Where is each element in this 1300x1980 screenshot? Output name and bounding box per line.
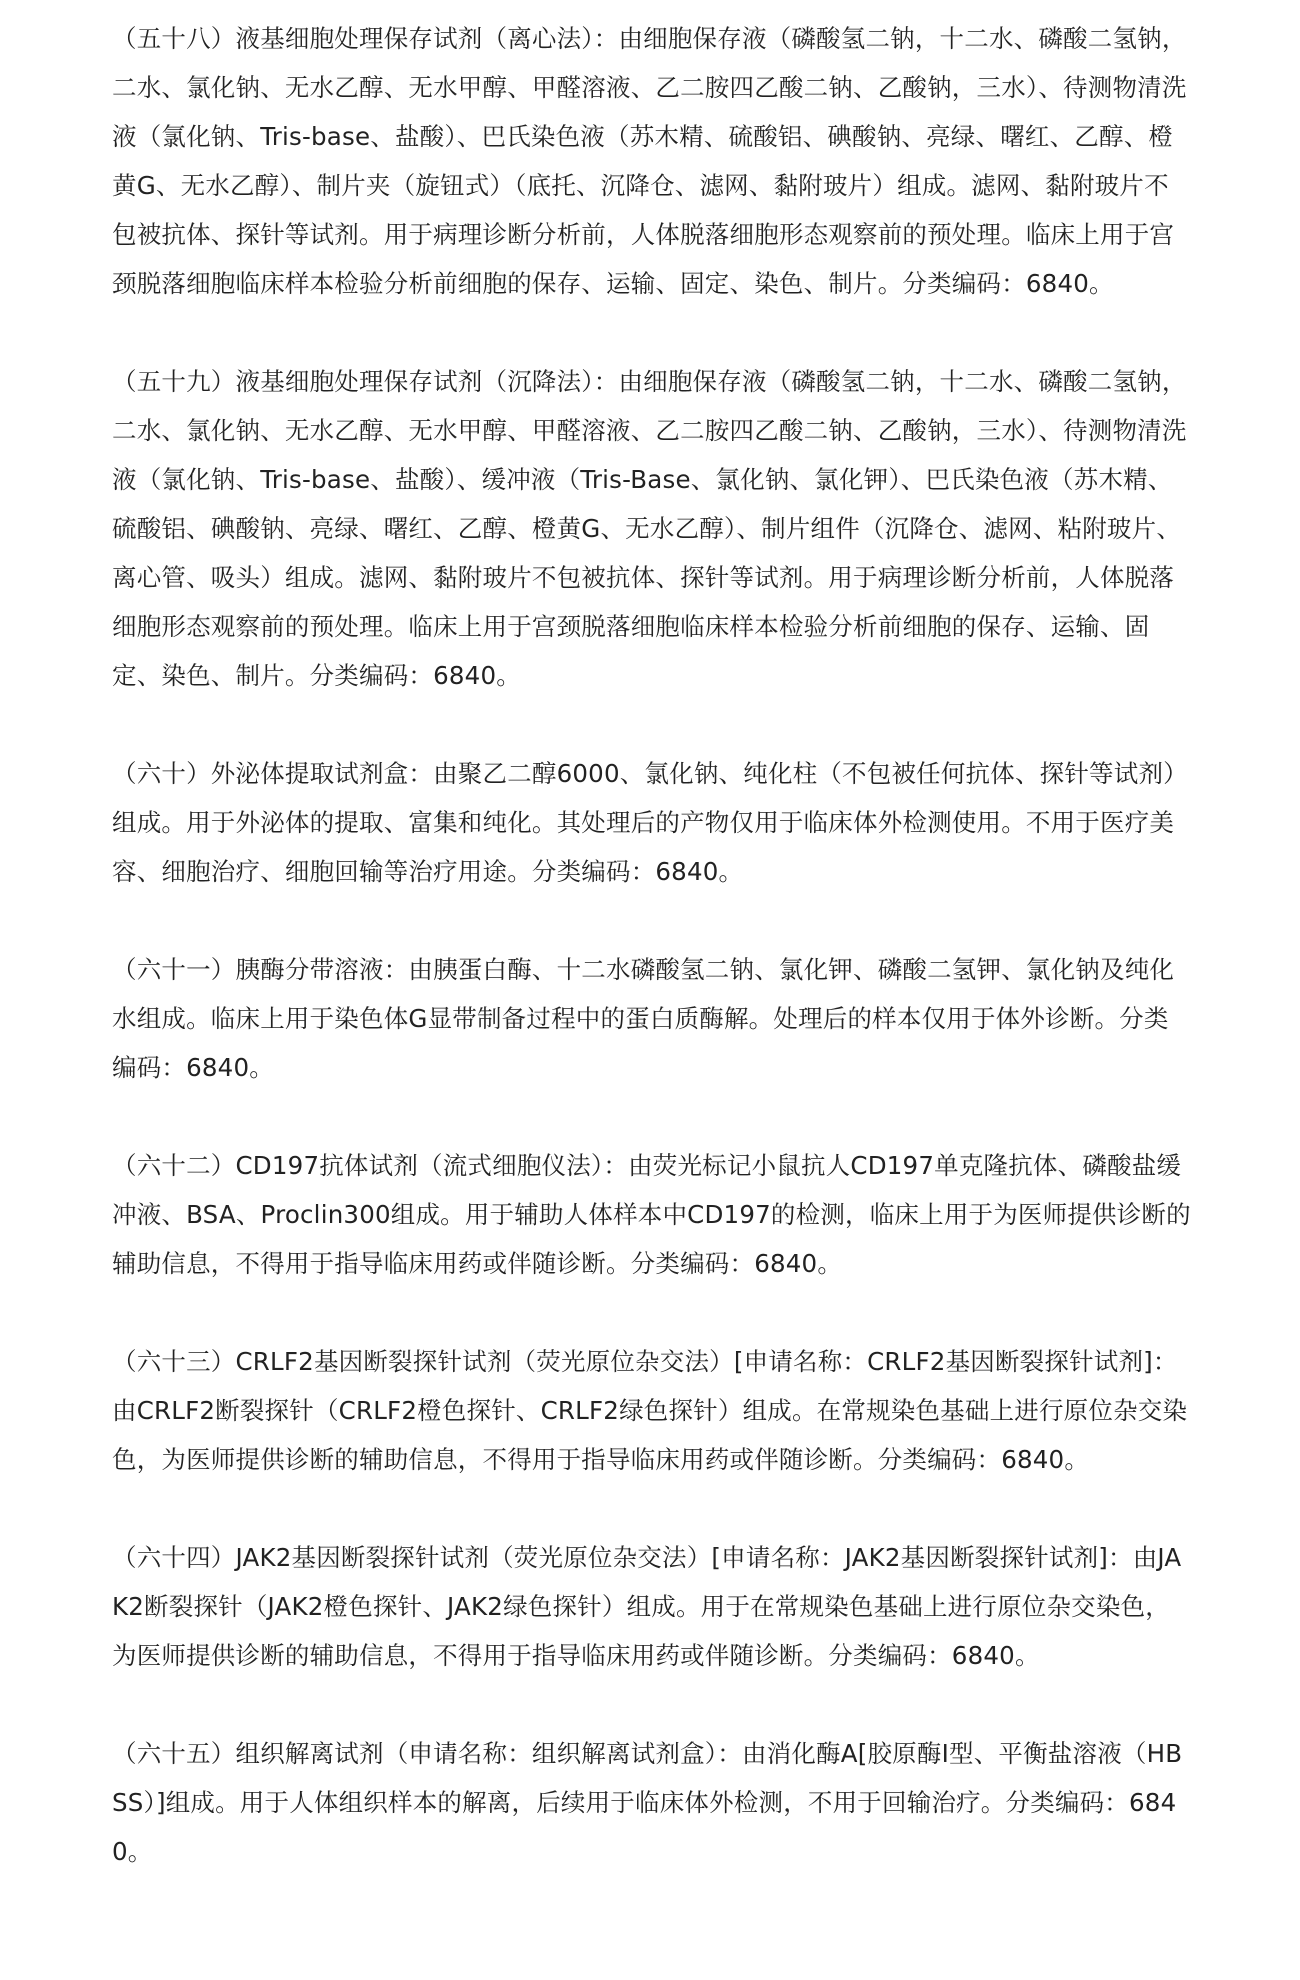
paragraph-item-64: （六十四）JAK2基因断裂探针试剂（荧光原位杂交法）[申请名称：JAK2基因断裂探针试剂]：由JAK2断裂探针（JAK2橙色探针、JAK2绿色探针）组成。用于在常规染色基础上进行原位杂交染色，为医师提供诊断的辅助信息，不得用于指导临床用药或伴随诊断。分类编码：6840。	[112, 1543, 1182, 1670]
paragraph-item-60: （六十）外泌体提取试剂盒：由聚乙二醇6000、氯化钠、纯化柱（不包被任何抗体、探针等试剂）组成。用于外泌体的提取、富集和纯化。其处理后的产物仅用于临床体外检测使用。不用于医疗美容、细胞治疗、细胞回输等治疗用途。分类编码：6840。	[112, 759, 1188, 886]
paragraph-item-65: （六十五）组织解离试剂（申请名称：组织解离试剂盒）：由消化酶A[胶原酶I型、平衡盐溶液（HBSS）]组成。用于人体组织样本的解离，后续用于临床体外检测，不用于回输治疗。分类编码：6840。	[112, 1739, 1183, 1866]
paragraph-item-58: （五十八）液基细胞处理保存试剂（离心法）：由细胞保存液（磷酸氢二钠，十二水、磷酸二氢钠，二水、氯化钠、无水乙醇、无水甲醇、甲醛溶液、乙二胺四乙酸二钠、乙酸钠，三水）、待测物清洗液（氯化钠、Tris-base、盐酸）、巴氏染色液（苏木精、硫酸铝、碘酸钠、亮绿、曙红、乙醇、橙黄G、无水乙醇）、制片夹（旋钮式）（底托、沉降仓、滤网、黏附玻片）组成。滤网、黏附玻片不包被抗体、探针等试剂。用于病理诊断分析前，人体脱落细胞形态观察前的预处理。临床上用于宫颈脱落细胞临床样本检验分析前细胞的保存、运输、固定、染色、制片。分类编码：6840。	[112, 24, 1187, 298]
document-body	[112, 14, 1192, 1876]
paragraph-item-59: （五十九）液基细胞处理保存试剂（沉降法）：由细胞保存液（磷酸氢二钠，十二水、磷酸二氢钠，二水、氯化钠、无水乙醇、无水甲醇、甲醛溶液、乙二胺四乙酸二钠、乙酸钠，三水）、待测物清洗液（氯化钠、Tris-base、盐酸）、缓冲液（Tris-Base、氯化钠、氯化钾）、巴氏染色液（苏木精、硫酸铝、碘酸钠、亮绿、曙红、乙醇、橙黄G、无水乙醇）、制片组件（沉降仓、滤网、粘附玻片、离心管、吸头）组成。滤网、黏附玻片不包被抗体、探针等试剂。用于病理诊断分析前，人体脱落细胞形态观察前的预处理。临床上用于宫颈脱落细胞临床样本检验分析前细胞的保存、运输、固定、染色、制片。分类编码：6840。	[112, 367, 1187, 690]
paragraph-item-62: （六十二）CD197抗体试剂（流式细胞仪法）：由荧光标记小鼠抗人CD197单克隆抗体、磷酸盐缓冲液、BSA、Proclin300组成。用于辅助人体样本中CD197的检测，临床上用于为医师提供诊断的辅助信息，不得用于指导临床用药或伴随诊断。分类编码：6840。	[112, 1151, 1191, 1278]
paragraph-item-61: （六十一）胰酶分带溶液：由胰蛋白酶、十二水磷酸氢二钠、氯化钾、磷酸二氢钾、氯化钠及纯化水组成。临床上用于染色体G显带制备过程中的蛋白质酶解。处理后的样本仅用于体外诊断。分类编码：6840。	[112, 955, 1175, 1082]
paragraph-item-63: （六十三）CRLF2基因断裂探针试剂（荧光原位杂交法）[申请名称：CRLF2基因断裂探针试剂]：由CRLF2断裂探针（CRLF2橙色探针、CRLF2绿色探针）组成。在常规染色基础上进行原位杂交染色，为医师提供诊断的辅助信息，不得用于指导临床用药或伴随诊断。分类编码：6840。	[112, 1347, 1188, 1474]
